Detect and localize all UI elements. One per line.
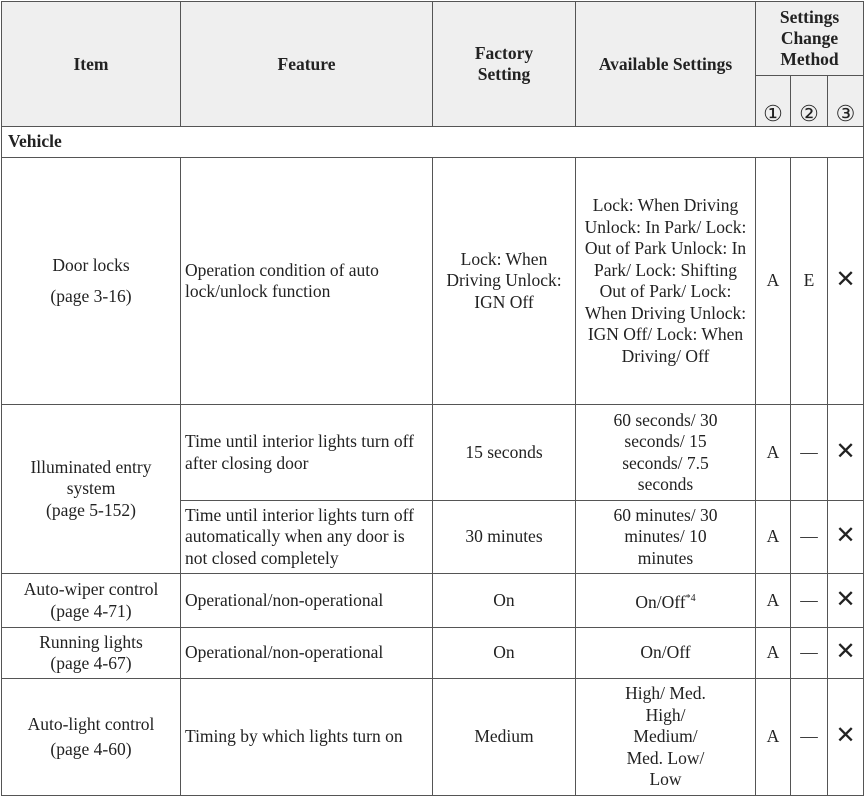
available-cell: High/ Med. High/ Medium/ Med. Low/ Low: [576, 679, 756, 796]
item-cell: [2, 679, 181, 796]
table-row: [2, 679, 864, 796]
item-name: Auto-light control: [27, 713, 155, 734]
header-item: Item: [2, 2, 181, 127]
method-3-x-icon: ✕: [828, 501, 864, 574]
factory-cell: On: [433, 574, 576, 628]
page-ref: (page 5-152): [46, 499, 136, 520]
method-3-x-icon: ✕: [828, 158, 864, 405]
method-2: —: [791, 679, 828, 796]
factory-cell: Lock: When Driving Unlock: IGN Off: [433, 158, 576, 405]
available-value: On/Off: [635, 591, 686, 612]
item-cell: [2, 158, 181, 405]
available-cell: 60 seconds/ 30 seconds/ 15 seconds/ 7.5 seconds: [576, 405, 756, 501]
method-1: A: [756, 628, 791, 679]
table-row: [2, 158, 864, 405]
method-2: —: [791, 628, 828, 679]
feature-cell: Time until interior lights turn off after closing door: [181, 405, 433, 501]
table-row: [2, 628, 864, 679]
method-2: —: [791, 574, 828, 628]
method-1-header: ①: [756, 76, 791, 127]
method-1: A: [756, 501, 791, 574]
feature-cell: Operation condition of auto lock/unlock function: [181, 158, 433, 405]
feature-cell: Operational/non-operational: [181, 628, 433, 679]
section-vehicle: Vehicle: [2, 127, 864, 158]
method-1: A: [756, 574, 791, 628]
header-available: Available Settings: [576, 2, 756, 127]
method-1: A: [756, 679, 791, 796]
feature-cell: Operational/non-operational: [181, 574, 433, 628]
item-cell: [2, 628, 181, 679]
feature-cell: Time until interior lights turn off automatically when any door is not closed completely: [181, 501, 433, 574]
settings-table: [1, 1, 864, 796]
method-1: A: [756, 158, 791, 405]
method-3-header: ③: [828, 76, 864, 127]
item-cell: [2, 574, 181, 628]
method-1: A: [756, 405, 791, 501]
available-cell: Lock: When Driving Unlock: In Park/ Lock: Out of Park Unlock: In Park/ Lock: Shifting Out of Park/ Lock: When Driving Unlock: IGN Off/ Lock: When Driving/ Off: [576, 158, 756, 405]
method-3-x-icon: ✕: [828, 679, 864, 796]
factory-cell: On: [433, 628, 576, 679]
available-cell: 60 minutes/ 30 minutes/ 10 minutes: [576, 501, 756, 574]
method-2: —: [791, 405, 828, 501]
page-ref: (page 3-16): [50, 286, 132, 306]
available-cell: [576, 574, 756, 628]
page-ref: (page 4-67): [50, 653, 132, 673]
available-cell: On/Off: [576, 628, 756, 679]
factory-cell: Medium: [433, 679, 576, 796]
method-2: E: [791, 158, 828, 405]
factory-cell: 30 minutes: [433, 501, 576, 574]
method-2: —: [791, 501, 828, 574]
feature-cell: Timing by which lights turn on: [181, 679, 433, 796]
factory-cell: 15 seconds: [433, 405, 576, 501]
item-cell: [2, 405, 181, 574]
item-name: Running lights: [39, 631, 143, 652]
table-row: [2, 405, 864, 501]
header-feature: Feature: [181, 2, 433, 127]
footnote-ref: *4: [685, 592, 696, 604]
header-method: Settings Change Method: [756, 2, 864, 76]
method-2-header: ②: [791, 76, 828, 127]
table-row: [2, 574, 864, 628]
item-name: Illuminated entry system: [30, 456, 152, 499]
method-3-x-icon: ✕: [828, 405, 864, 501]
method-3-x-icon: ✕: [828, 574, 864, 628]
item-name: Auto-wiper control: [23, 579, 159, 599]
method-3-x-icon: ✕: [828, 628, 864, 679]
page-ref: (page 4-71): [50, 600, 132, 621]
header-factory: Factory Setting: [433, 2, 576, 127]
item-name: Door locks: [52, 254, 130, 275]
page-ref: (page 4-60): [50, 739, 132, 759]
